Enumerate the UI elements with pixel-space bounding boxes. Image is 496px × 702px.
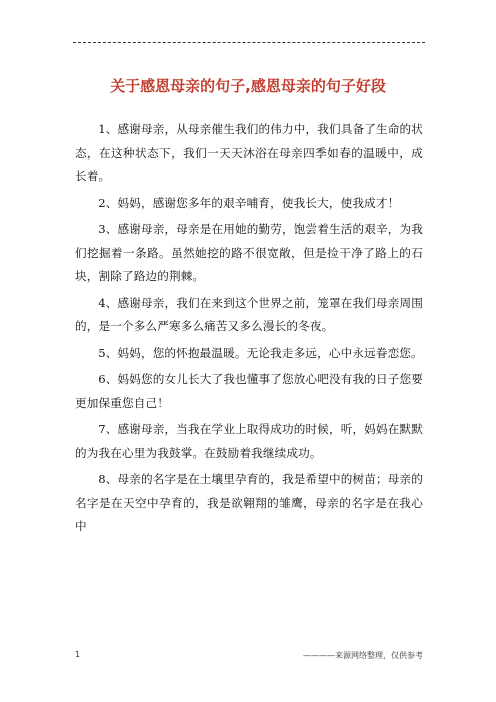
- paragraph-4: 4、感谢母亲，我们在来到这个世界之前，笼罩在我们母亲周围的，是一个多么严寒多么痛苦又多么漫长的冬夜。: [75, 295, 423, 333]
- paragraph-5: 5、妈妈，您的怀抱最温暖。无论我走多远，心中永远眷恋您。: [98, 345, 423, 360]
- header-dashed-rule: [73, 42, 425, 43]
- paragraph-2: 2、妈妈，感谢您多年的艰辛哺育，使我长大，使我成才！: [98, 195, 400, 210]
- paragraph-1: 1、感谢母亲，从母亲催生我们的伟力中，我们具备了生命的状态，在这种状态下，我们一天天沐浴在母亲四季如春的温暖中，成长着。: [75, 122, 423, 183]
- document-title: 关于感恩母亲的句子,感恩母亲的句子好段: [110, 77, 386, 95]
- paragraph-8: 8、母亲的名字是在土壤里孕育的，我是希望中的树苗；母亲的名字是在天空中孕育的，我是欲翱翔的雏鹰，母亲的名字是在我心中: [75, 472, 423, 533]
- page-number: 1: [75, 650, 81, 659]
- paragraph-3: 3、感谢母亲，母亲是在用她的勤劳，饱尝着生活的艰辛，为我们挖掘着一条路。虽然她挖的路不很宽敞，但是捡干净了路上的石块，割除了路边的荆棘。: [75, 222, 423, 283]
- document-body: [75, 118, 423, 542]
- paragraph-7: 7、感谢母亲，当我在学业上取得成功的时候，听，妈妈在默默的为我在心里为我鼓掌。在鼓励着我继续成功。: [75, 422, 423, 460]
- page-footer: [75, 650, 423, 664]
- paragraph-6: 6、妈妈您的女儿长大了我也懂事了您放心吧没有我的日子您要更加保重您自己！: [75, 372, 423, 410]
- source-note: ————来源网络整理，仅供参考: [303, 651, 423, 660]
